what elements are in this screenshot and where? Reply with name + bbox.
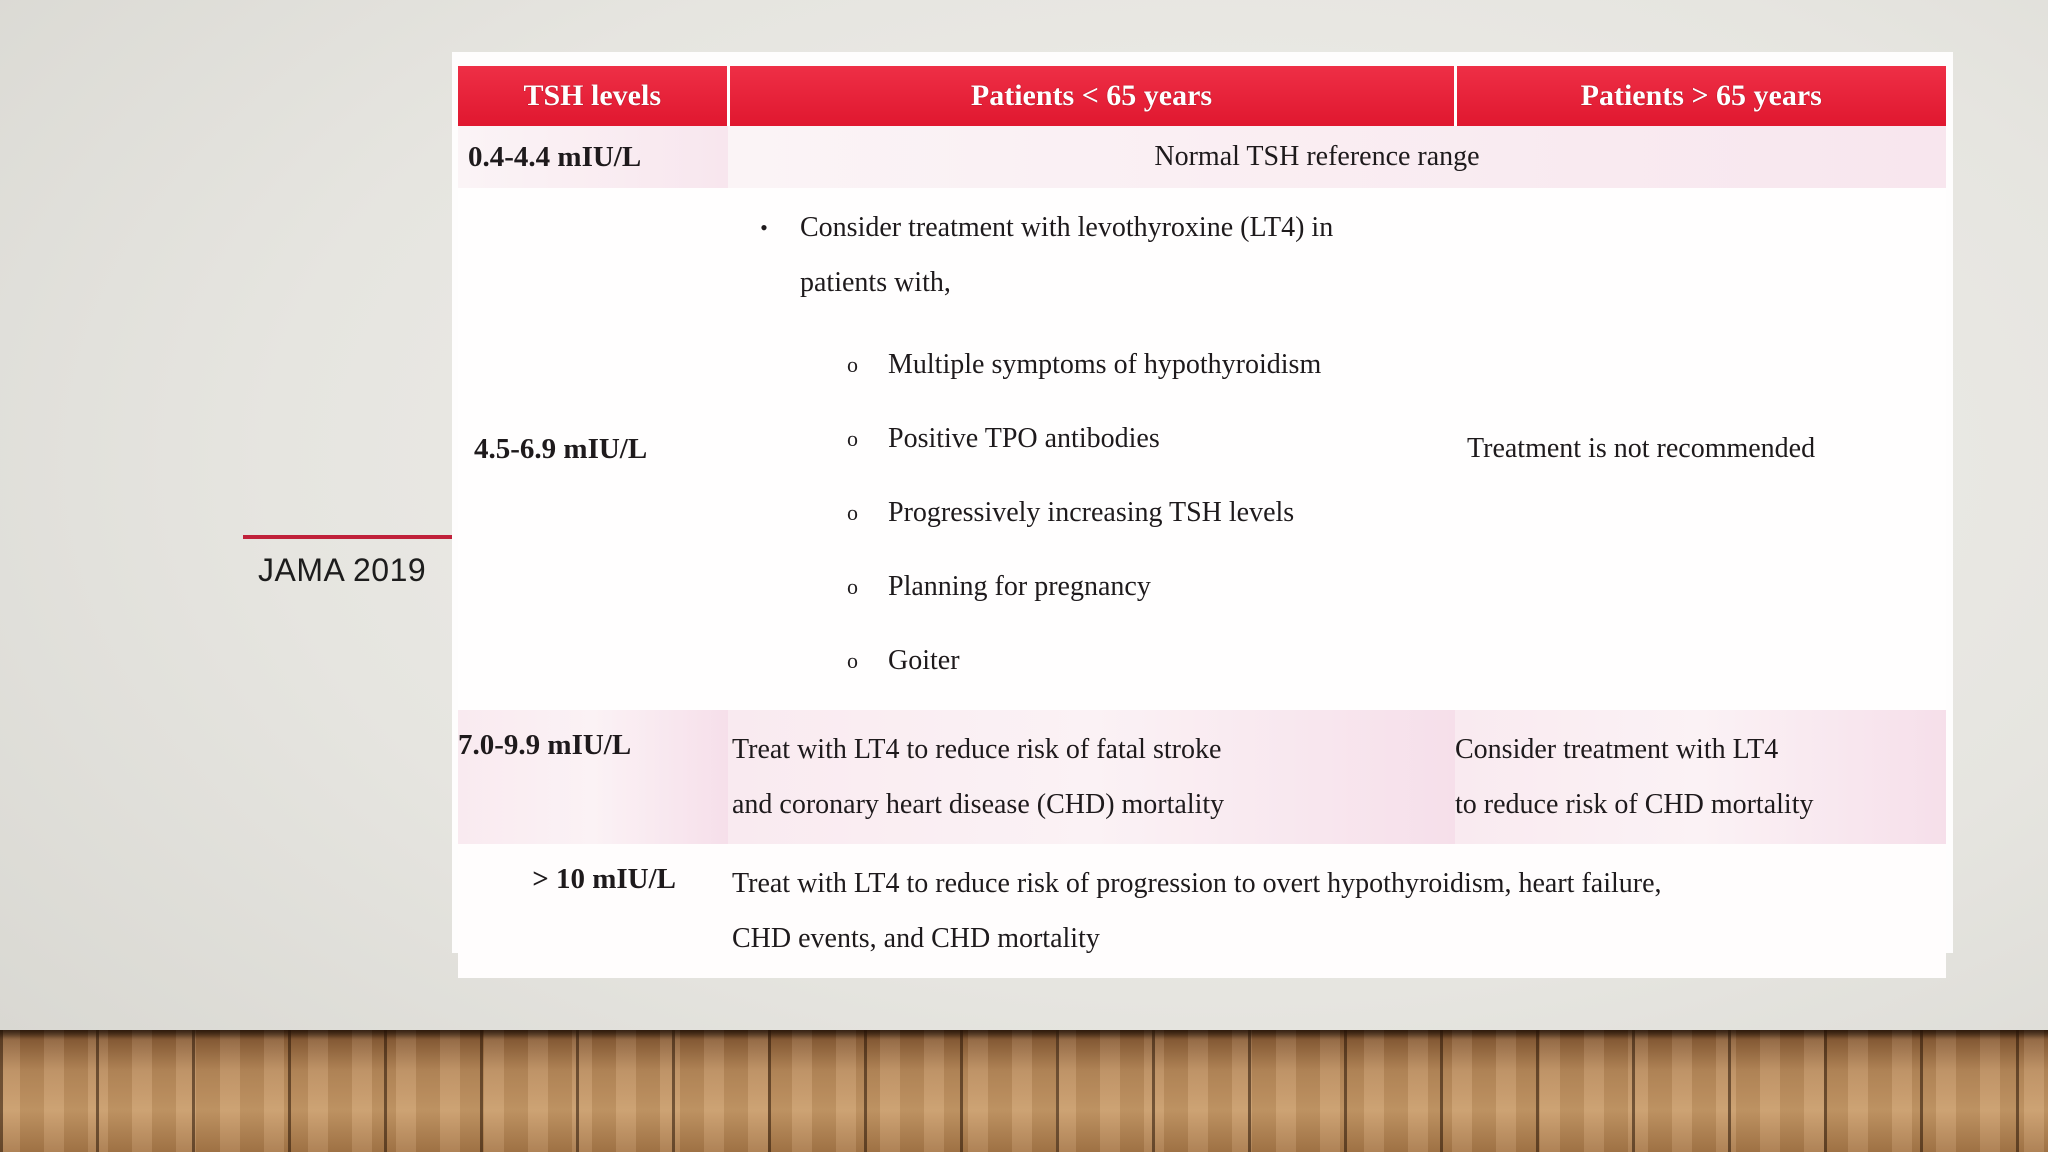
sub-bullet-text: Goiter	[888, 645, 960, 676]
circle-bullet-icon: o	[847, 648, 858, 673]
header-tsh-levels: TSH levels	[458, 66, 728, 126]
table-row-normal	[458, 126, 1946, 188]
over-65-subclinical-cell: Treatment is not recommended	[1455, 188, 1946, 710]
high-tsh-line2: CHD events, and CHD mortality	[732, 923, 1100, 954]
tsh-value-high: > 10 mIU/L	[458, 844, 728, 978]
over-65-moderate-line1: Consider treatment with LT4	[1455, 734, 1779, 765]
bullet-dot-icon: •	[760, 215, 768, 240]
table-row-moderate	[458, 710, 1946, 844]
table-row-subclinical	[458, 188, 1946, 710]
list-item	[728, 476, 1455, 550]
tsh-value-subclinical: 4.5-6.9 mIU/L	[458, 188, 728, 710]
high-tsh-cell	[728, 844, 1946, 978]
header-patients-over-65: Patients > 65 years	[1455, 66, 1946, 126]
tsh-value-normal: 0.4-4.4 mIU/L	[458, 126, 728, 188]
accent-divider	[243, 535, 452, 539]
wood-floor-background	[0, 1030, 2048, 1152]
under-65-subclinical-cell	[728, 188, 1455, 710]
under-65-moderate-cell	[728, 710, 1455, 844]
source-caption: JAMA 2019	[258, 552, 427, 588]
normal-range-text: Normal TSH reference range	[728, 126, 1946, 188]
list-item	[728, 550, 1455, 624]
sub-bullet-text: Progressively increasing TSH levels	[888, 497, 1295, 528]
high-tsh-line1: Treat with LT4 to reduce risk of progression to overt hypothyroidism, heart failure,	[732, 868, 1662, 899]
circle-bullet-icon: o	[847, 500, 858, 525]
over-65-moderate-line2: to reduce risk of CHD mortality	[1455, 789, 1814, 820]
list-item	[728, 328, 1455, 402]
under-65-moderate-line2: and coronary heart disease (CHD) mortality	[732, 789, 1225, 820]
sub-bullet-text: Planning for pregnancy	[888, 571, 1151, 602]
over-65-moderate-cell	[1455, 710, 1946, 844]
table-row-high	[458, 844, 1946, 978]
sub-bullet-text: Positive TPO antibodies	[888, 423, 1160, 454]
table-image-panel	[452, 52, 1953, 953]
main-bullet-text: Consider treatment with levothyroxine (LT4) in patients with,	[800, 212, 1334, 298]
floor-shadow	[0, 1030, 2048, 1040]
circle-bullet-icon: o	[847, 574, 858, 599]
under-65-moderate-line1: Treat with LT4 to reduce risk of fatal stroke	[732, 734, 1222, 765]
circle-bullet-icon: o	[847, 426, 858, 451]
tsh-value-moderate: 7.0-9.9 mIU/L	[458, 710, 728, 844]
list-item	[728, 624, 1455, 698]
main-bullet	[728, 200, 1455, 310]
sub-bullet-list	[728, 328, 1455, 698]
header-patients-under-65: Patients < 65 years	[728, 66, 1455, 126]
list-item	[728, 402, 1455, 476]
tsh-treatment-table	[458, 66, 1946, 978]
sub-bullet-text: Multiple symptoms of hypothyroidism	[888, 349, 1322, 380]
table-header-row	[458, 66, 1946, 126]
circle-bullet-icon: o	[847, 352, 858, 377]
